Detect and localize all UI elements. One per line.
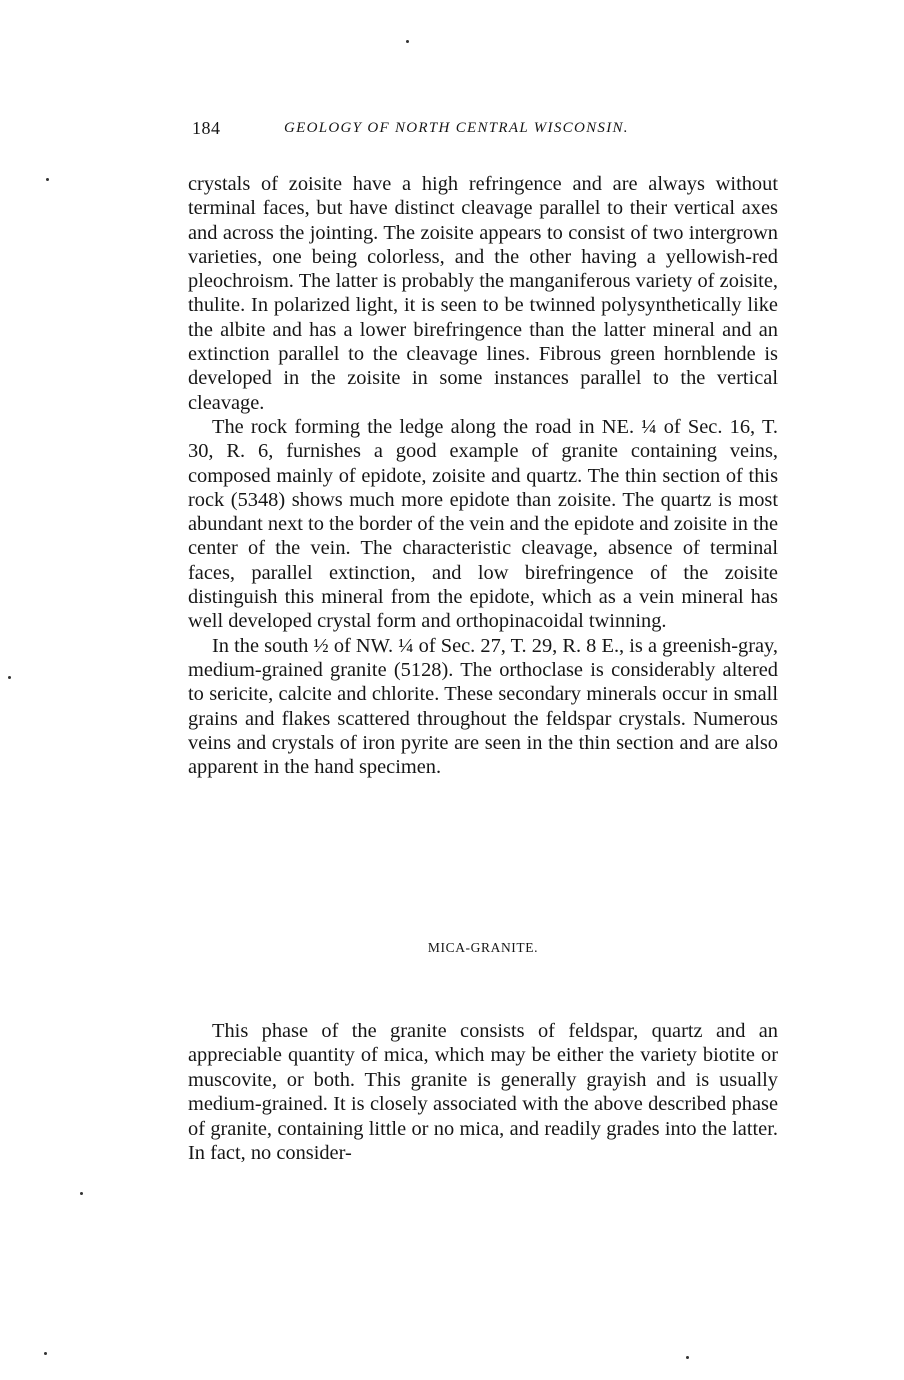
paragraph-greenish-gray-granite: In the south ½ of NW. ¼ of Sec. 27, T. 29, R. 8 E., is a greenish-gray, medium-grained granite (5128). The orthoclase is considerably altered to sericite, calcite and chlorite. These secondary minerals occur in small grains and flakes scattered throughout the feldspar crystals. Numerous veins and crystals of iron pyrite are seen in the thin section and are also apparent in the hand specimen. (188, 634, 778, 779)
body-text (188, 172, 778, 779)
scan-speck (46, 178, 49, 181)
scan-speck (8, 676, 11, 679)
scan-speck (44, 1352, 47, 1355)
page-header (192, 118, 812, 148)
running-title: GEOLOGY OF NORTH CENTRAL WISCONSIN. (284, 120, 629, 136)
section-body (188, 1019, 778, 1165)
scan-speck (686, 1356, 689, 1359)
scan-speck (406, 40, 409, 43)
page-number: 184 (192, 118, 221, 138)
paragraph-mica-granite: This phase of the granite consists of feldspar, quartz and an appreciable quantity of mica, which may be either the variety biotite or muscovite, or both. This granite is generally grayish and is usually medium-grained. It is closely associated with the above described phase of granite, containing little or no mica, and readily grades into the latter. In fact, no consider- (188, 1020, 778, 1165)
scan-speck (80, 1192, 83, 1195)
paragraph-zoisite-crystals: crystals of zoisite have a high refringence and are always without terminal faces, but have distinct cleavage parallel to their vertical axes and across the jointing. The zoisite appears to consist of two intergrown varieties, one being colorless, and the other having a yellowish-red pleochroism. The latter is probably the manganiferous variety of zoisite, thulite. In polarized light, it is seen to be twinned polysynthetically like the albite and has a lower birefringence than the latter mineral and an extinction parallel to the cleavage lines. Fibrous green hornblende is developed in the zoisite in some instances parallel to the vertical cleavage. (188, 173, 778, 414)
section-heading: MICA-GRANITE. (427, 940, 539, 955)
paragraph-ledge-veins: The rock forming the ledge along the road in NE. ¼ of Sec. 16, T. 30, R. 6, furnishes a good example of granite containing veins, composed mainly of epidote, zoisite and quartz. The thin section of this rock (5348) shows much more epidote than zoisite. The quartz is most abundant next to the border of the vein and the epidote and zoisite in the center of the vein. The characteristic cleavage, absence of terminal faces, parallel extinction, and low birefringence of the zoisite distinguish this mineral from the epidote, which as a vein mineral has well developed crystal form and orthopinacoidal twinning. (188, 415, 779, 633)
